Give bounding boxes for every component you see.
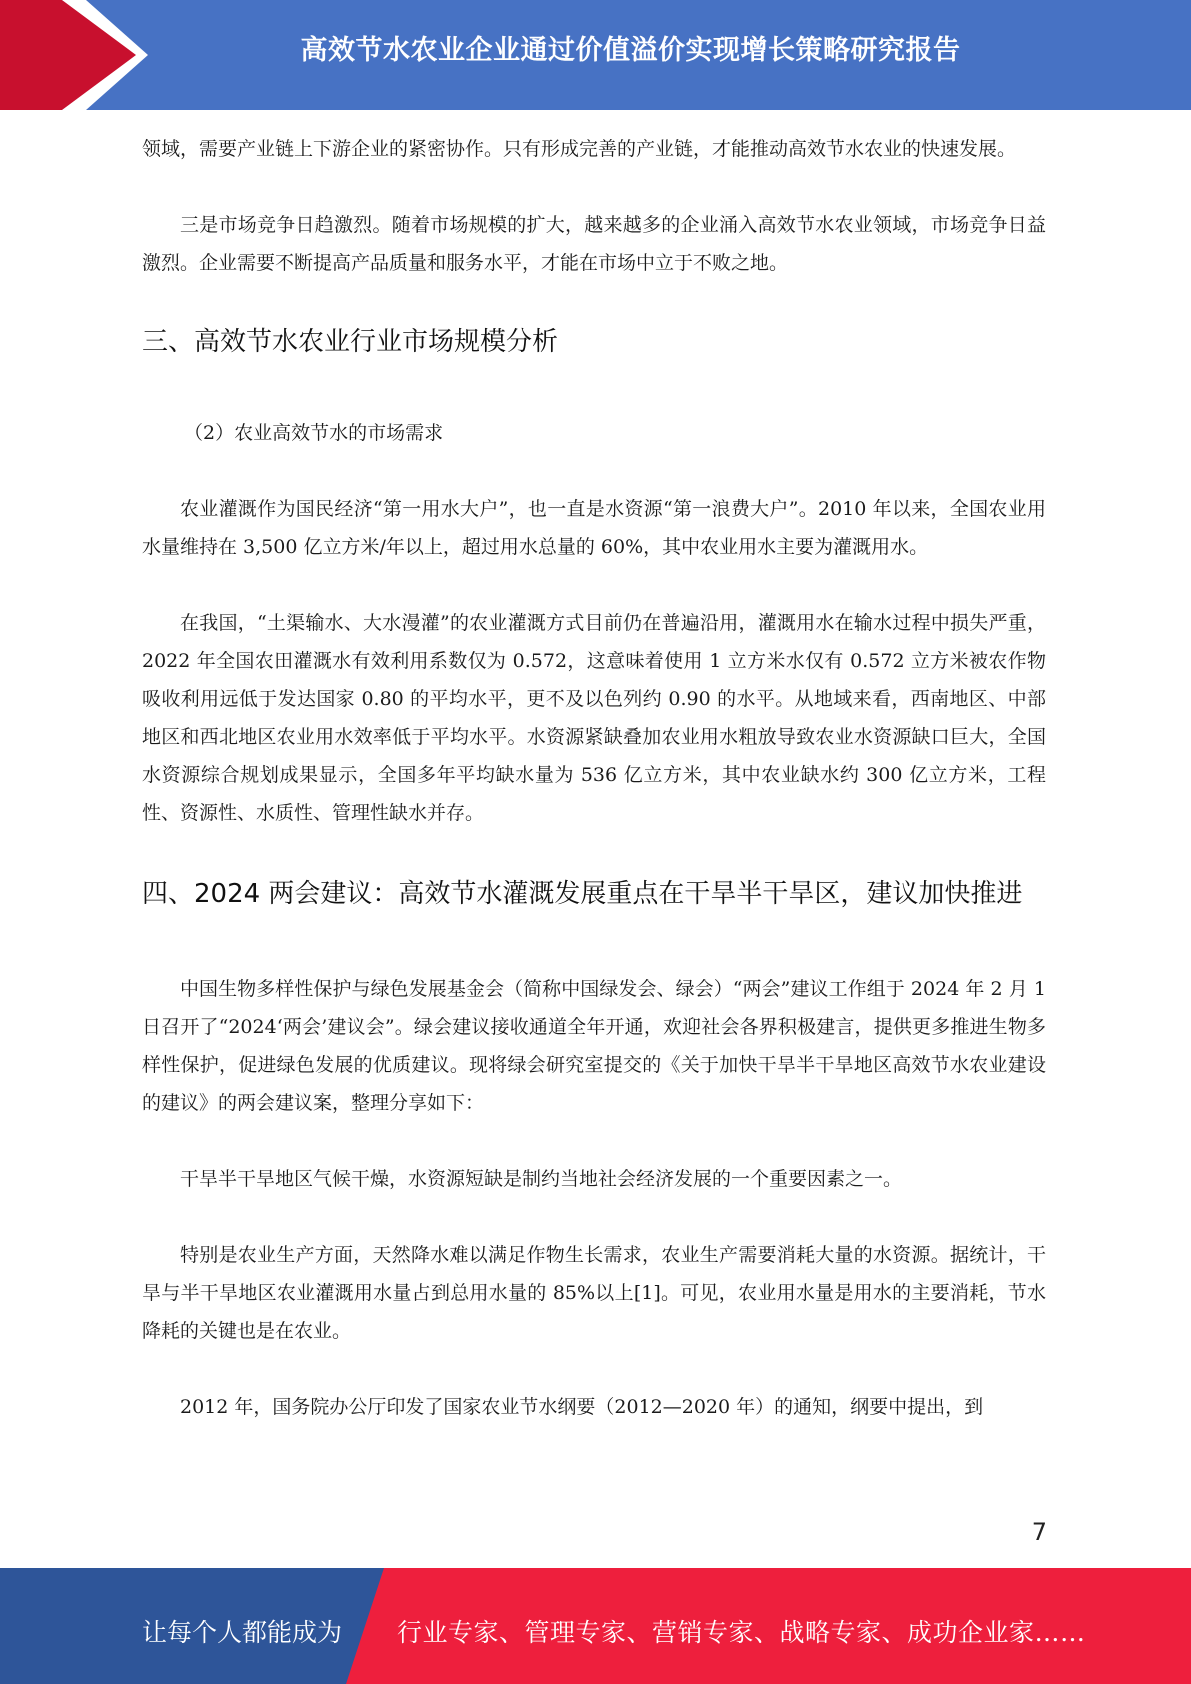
paragraph-two-sessions-proposal: 中国生物多样性保护与绿色发展基金会（简称中国绿发会、绿会）“两会”建议工作组于 2024 年 2 月 1 日召开了“2024‘两会’建议会”。绿会建议接收通道全年开通，欢迎社会各界积极建言，提供更多推进生物多样性保护，促进绿色发展的优质建议。现将绿会研究室提交的《关于加快干旱半干旱地区高效节水农业建设的建议》的两会建议案，整理分享如下： xyxy=(142,978,1046,1114)
section-heading-3: 三、高效节水农业行业市场规模分析 xyxy=(142,327,559,357)
page-footer xyxy=(0,1568,1191,1684)
paragraph-agricultural-consumption: 特别是农业生产方面，天然降水难以满足作物生长需求，农业生产需要消耗大量的水资源。据统计，干旱与半干旱地区农业灌溉用水量占到总用水量的 85%以上[1]。可见，农业用水量是用水的主要消耗，节水降耗的关键也是在农业。 xyxy=(142,1244,1046,1342)
page-number: 7 xyxy=(1031,1518,1047,1546)
footer-slogan-left: 让每个人都能成为 xyxy=(142,1618,343,1647)
paragraph-arid-regions: 干旱半干旱地区气候干燥，水资源短缺是制约当地社会经济发展的一个重要因素之一。 xyxy=(180,1168,903,1190)
page-header xyxy=(0,0,1191,110)
paragraph-continuation: 领域，需要产业链上下游企业的紧密协作。只有形成完善的产业链，才能推动高效节水农业的快速发展。 xyxy=(142,138,1017,160)
paragraph-market-competition: 三是市场竞争日趋激烈。随着市场规模的扩大，越来越多的企业涌入高效节水农业领域，市场竞争日益激烈。企业需要不断提高产品质量和服务水平，才能在市场中立于不败之地。 xyxy=(142,214,1046,274)
paragraph-national-water-plan: 2012 年，国务院办公厅印发了国家农业节水纲要（2012—2020 年）的通知，纲要中提出，到 xyxy=(180,1396,984,1418)
subsection-heading: （2）农业高效节水的市场需求 xyxy=(184,422,444,444)
paragraph-irrigation-water-use: 农业灌溉作为国民经济“第一用水大户”，也一直是水资源“第一浪费大户”。2010 年以来，全国农业用水量维持在 3,500 亿立方米/年以上，超过用水总量的 60%，其中农业用水主要为灌溉用水。 xyxy=(142,498,1046,558)
paragraph-irrigation-efficiency: 在我国，“土渠输水、大水漫灌”的农业灌溉方式目前仍在普遍沿用，灌溉用水在输水过程中损失严重，2022 年全国农田灌溉水有效利用系数仅为 0.572，这意味着使用 1 立方米水仅有 0.572 立方米被农作物吸收利用远低于发达国家 0.80 的平均水平，更不及以色列约 0.90 的水平。从地域来看，西南地区、中部地区和西北地区农业用水效率低于平均水平。水资源紧缺叠加农业用水粗放导致农业水资源缺口巨大，全国水资源综合规划成果显示，全国多年平均缺水量为 536 亿立方米，其中农业缺水约 300 亿立方米，工程性、资源性、水质性、管理性缺水并存。 xyxy=(142,612,1046,824)
section-heading-4: 四、2024 两会建议：高效节水灌溉发展重点在干旱半干旱区，建议加快推进 xyxy=(142,879,1023,909)
footer-slogan-right: 行业专家、管理专家、营销专家、战略专家、成功企业家…… xyxy=(397,1618,1086,1647)
report-title: 高效节水农业企业通过价值溢价实现增长策略研究报告 xyxy=(300,35,961,66)
page-content xyxy=(142,130,1046,1426)
